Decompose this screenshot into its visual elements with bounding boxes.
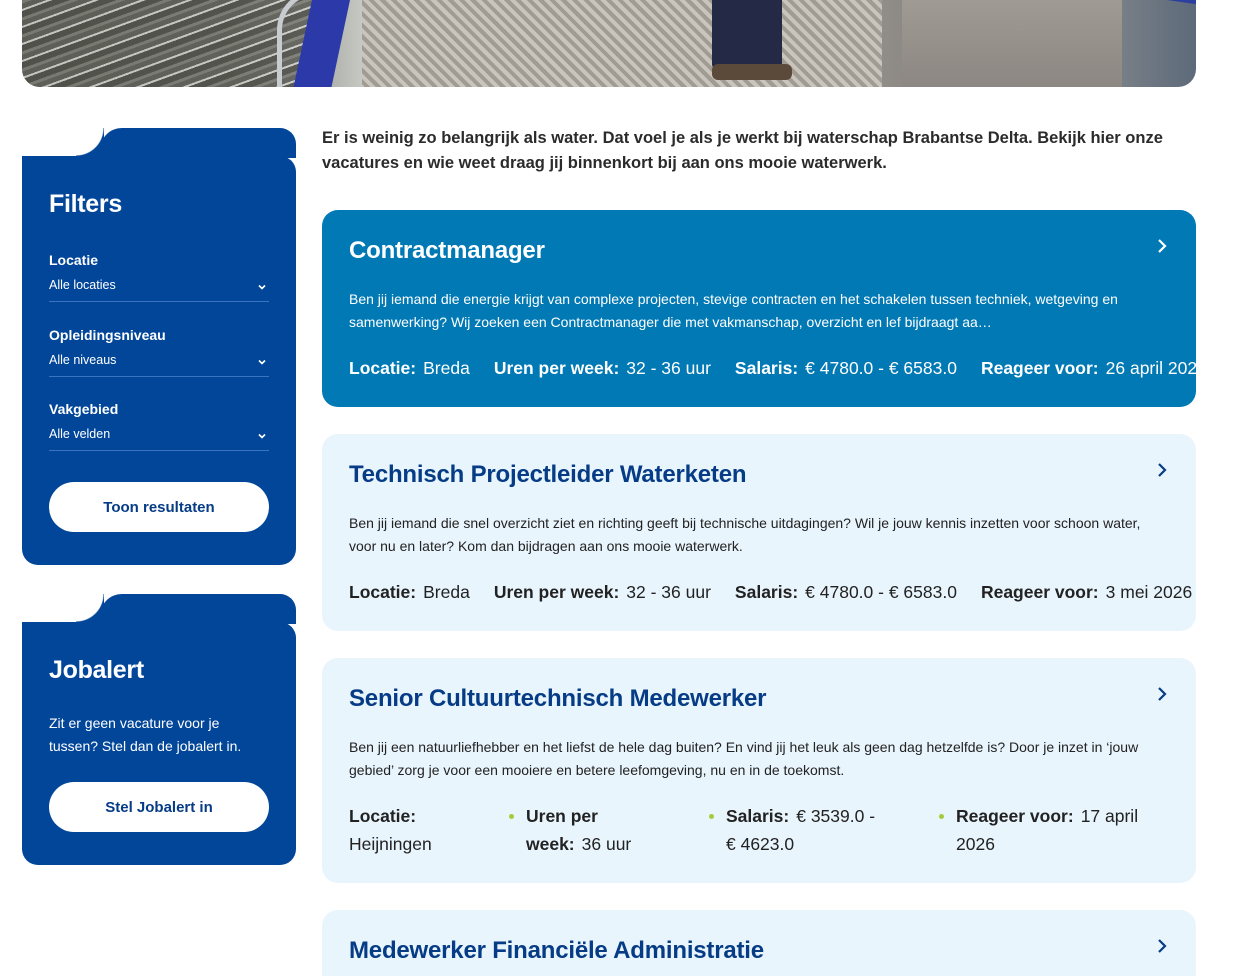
meta-col	[349, 802, 509, 858]
select-value: Alle niveaus	[49, 353, 117, 367]
meta-col	[709, 802, 939, 858]
meta-value: 32 - 36 uur	[626, 582, 711, 602]
filter-opleidingsniveau	[49, 327, 269, 377]
meta-label: Locatie:	[349, 806, 417, 826]
job-meta	[349, 578, 1193, 606]
card-tab-shape	[100, 128, 296, 158]
intro-text: Er is weinig zo belangrijk als water. Dat voel je als je werkt bij waterschap Brabantse Delta. Bekijk hier onze vacatures en wie weet draag jij binnenkort bij aan ons mooie waterwerk.	[322, 129, 1163, 172]
meta-deadline	[956, 802, 1139, 858]
job-title[interactable]: Senior Cultuurtechnisch Medewerker	[349, 685, 767, 712]
meta-value: 32 - 36 uur	[626, 358, 711, 378]
job-description: Ben jij een natuurliefhebber en het liefst de hele dag buiten? En vind jij het leuk als geen dag hetzelfde is? Door je inzet in ‘jouw gebied’ zorg je voor een mooiere en betere leefomgeving, nu en in de toekomst.	[349, 739, 1139, 778]
job-card[interactable]	[322, 210, 1207, 407]
meta-value: 26 april 2026	[1105, 358, 1207, 378]
vakgebied-select[interactable]	[49, 427, 269, 451]
card-corner	[22, 156, 102, 176]
job-meta	[349, 802, 1169, 858]
job-description: Ben jij iemand die snel overzicht ziet en richting geeft bij technische uitdagingen? Wil je jouw kennis inzetten voor schoon water, voor nu en later? Kom dan bijdragen aan ons mooie waterwerk.	[349, 515, 1141, 554]
show-results-button[interactable]: Toon resultaten	[49, 482, 269, 532]
job-title[interactable]: Technisch Projectleider Waterketen	[349, 461, 747, 488]
select-value: Alle velden	[49, 427, 111, 441]
meta-deadline	[981, 354, 1207, 382]
hero-boat-side	[902, 0, 1122, 87]
meta-hours	[526, 802, 676, 858]
job-meta	[349, 354, 1207, 382]
meta-deadline	[981, 578, 1192, 606]
filters-title: Filters	[49, 190, 122, 218]
set-jobalert-button[interactable]: Stel Jobalert in	[49, 782, 269, 832]
job-card[interactable]	[322, 434, 1196, 631]
meta-label: Reageer voor:	[956, 806, 1074, 826]
filter-label: Locatie	[49, 252, 99, 268]
chevron-down-icon	[257, 431, 267, 441]
filter-locatie	[49, 252, 269, 302]
chevron-down-icon	[257, 282, 267, 292]
meta-value: 17 april 2026	[956, 806, 1139, 854]
meta-salary	[726, 802, 886, 858]
hero-boots	[712, 64, 792, 80]
job-title[interactable]: Medewerker Financiële Administratie	[349, 937, 764, 964]
meta-value: Heijningen	[349, 834, 432, 854]
meta-location	[349, 578, 470, 606]
meta-label: Salaris:	[726, 806, 790, 826]
meta-value: 3 mei 2026	[1105, 582, 1193, 602]
chevron-right-icon[interactable]	[1156, 462, 1168, 478]
chevron-right-icon[interactable]	[1156, 686, 1168, 702]
meta-hours	[494, 578, 711, 606]
job-card[interactable]	[322, 910, 1196, 976]
bullet-separator	[509, 814, 514, 819]
meta-location	[349, 802, 432, 858]
chevron-right-icon[interactable]	[1156, 938, 1168, 954]
job-title[interactable]: Contractmanager	[349, 237, 545, 264]
filters-panel	[22, 156, 296, 565]
meta-label: Locatie:	[349, 358, 417, 378]
meta-location	[349, 354, 470, 382]
meta-label: Reageer voor:	[980, 582, 1099, 602]
card-tab-shape	[100, 594, 296, 624]
filter-label: Opleidingsniveau	[49, 327, 166, 343]
hero-person	[712, 0, 782, 70]
bullet-separator	[939, 814, 944, 819]
jobalert-text: Zit er geen vacature voor je tussen? Stel dan de jobalert in.	[49, 715, 242, 754]
meta-value: € 4780.0 - € 6583.0	[805, 358, 957, 378]
meta-label: Uren per week:	[526, 806, 598, 854]
meta-value: € 4780.0 - € 6583.0	[805, 582, 957, 602]
filter-label: Vakgebied	[49, 401, 119, 417]
hero-railing	[277, 0, 317, 87]
card-corner	[22, 622, 102, 642]
job-description: Ben jij iemand die energie krijgt van complexe projecten, stevige contracten en het schakelen tussen techniek, wetgeving en samenwerking? Wij zoeken een Contractmanager die met vakmanschap, overzicht en lef bijdraagt aa…	[349, 291, 1118, 330]
job-card[interactable]	[322, 658, 1196, 883]
meta-value: € 3539.0 - € 4623.0	[726, 806, 876, 854]
meta-col	[509, 802, 709, 858]
meta-label: Uren per week:	[493, 582, 620, 602]
meta-col	[939, 802, 1139, 858]
filter-vakgebied	[49, 401, 269, 451]
meta-value: Breda	[423, 582, 470, 602]
chevron-down-icon	[257, 357, 267, 367]
meta-salary	[735, 578, 957, 606]
meta-value: 36 uur	[581, 834, 632, 854]
meta-label: Salaris:	[734, 358, 799, 378]
opleidingsniveau-select[interactable]	[49, 353, 269, 377]
meta-label: Uren per week:	[493, 358, 620, 378]
meta-label: Salaris:	[734, 582, 799, 602]
chevron-right-icon[interactable]	[1156, 238, 1168, 254]
bullet-separator	[709, 814, 714, 819]
locatie-select[interactable]	[49, 278, 269, 302]
select-value: Alle locaties	[49, 278, 116, 292]
meta-value: Breda	[423, 358, 470, 378]
jobalert-panel	[22, 622, 296, 865]
hero-image	[22, 0, 1196, 87]
jobalert-title: Jobalert	[49, 656, 144, 684]
meta-hours	[494, 354, 711, 382]
meta-label: Reageer voor:	[980, 358, 1099, 378]
meta-label: Locatie:	[349, 582, 417, 602]
hero-deck	[362, 0, 882, 87]
meta-salary	[735, 354, 957, 382]
